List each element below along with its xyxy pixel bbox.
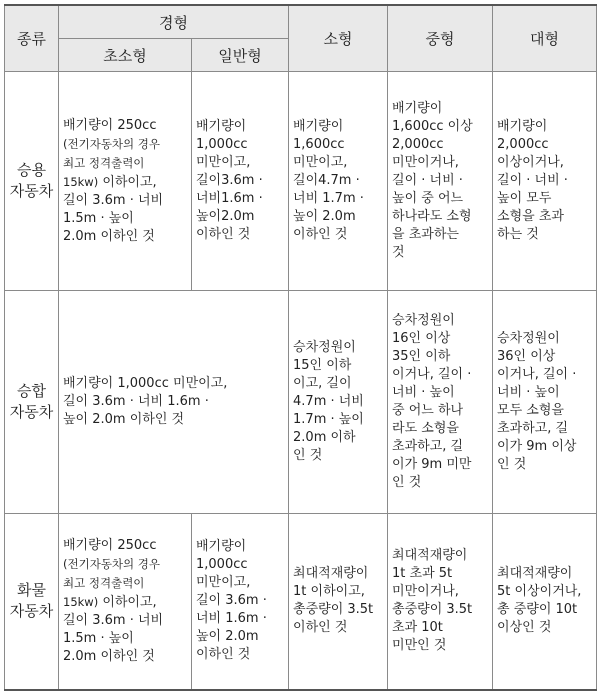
header-light: 경형 — [59, 5, 289, 39]
cell-passenger-general — [192, 72, 289, 291]
cell-text: 배기량이 1,000cc 미만이고, 길이 3.6m · 너비 1.6m · 높이 2.0m 이하인 것 — [63, 376, 228, 427]
cell-passenger-ultra-small — [59, 72, 192, 291]
row-label-passenger: 승용 자동차 — [5, 72, 59, 291]
cell-truck-large — [493, 514, 597, 690]
cell-text: 배기량이 1,600cc 이상 2,000cc 미만이거나, 길이 · 너비 · 높이 중 어느 하나라도 소형 을 초과하는 것 — [392, 101, 473, 260]
cell-passenger-medium — [388, 72, 493, 291]
cell-text: 최대적재량이 1t 초과 5t 미만이거나, 총중량이 3.5t 초과 10t 미만인 것 — [392, 548, 473, 654]
cell-text: 이하이고, 길이 3.6m · 너비 1.5m · 높이 2.0m 이하인 것 — [63, 174, 164, 244]
header-ultra-small: 초소형 — [59, 39, 192, 72]
cell-text: 배기량이 1,000cc 미만이고, 길이3.6m · 너비1.6m · 높이2.0m 이하인 것 — [196, 119, 263, 242]
cell-text: 배기량이 250cc — [63, 537, 157, 553]
header-kind: 종류 — [5, 5, 59, 72]
cell-text: 배기량이 2,000cc 이상이거나, 길이 · 너비 · 높이 모두 소형을 초과 하는 것 — [497, 119, 568, 242]
cell-text: 승차정원이 36인 이상 이거나, 길이 · 너비 · 높이 모두 소형을 초과하고, 길 이가 9m 이상 인 것 — [497, 331, 577, 472]
cell-text: 배기량이 250cc — [63, 117, 157, 133]
cell-text: 최대적재량이 5t 이상이거나, 총 중량이 10t 이상인 것 — [497, 566, 582, 636]
cell-text: 최대적재량이 1t 이하이고, 총중량이 3.5t 이하인 것 — [293, 566, 374, 636]
cell-text: 배기량이 1,600cc 미만이고, 길이4.7m · 너비 1.7m · 높이 2.0m 이하인 것 — [293, 119, 364, 242]
cell-van-medium — [388, 291, 493, 514]
table-row-van — [5, 291, 597, 514]
header-general: 일반형 — [192, 39, 289, 72]
cell-text: 이하이고, 길이 3.6m · 너비 1.5m · 높이 2.0m 이하인 것 — [63, 594, 164, 664]
header-row-1 — [5, 5, 597, 39]
cell-passenger-large — [493, 72, 597, 291]
cell-truck-general — [192, 514, 289, 690]
header-small: 소형 — [289, 5, 388, 72]
table-row-truck — [5, 514, 597, 690]
cell-van-light — [59, 291, 289, 514]
cell-text: 승차정원이 15인 이하 이고, 길이 4.7m · 너비 1.7m · 높이 2.0m 이하 인 것 — [293, 340, 364, 463]
header-medium: 중형 — [388, 5, 493, 72]
cell-truck-medium — [388, 514, 493, 690]
row-label-van: 승합 자동차 — [5, 291, 59, 514]
cell-text: 배기량이 1,000cc 미만이고, 길이 3.6m · 너비 1.6m · 높이 2.0m 이하인 것 — [196, 539, 267, 663]
header-large: 대형 — [493, 5, 597, 72]
cell-truck-small — [289, 514, 388, 690]
cell-text: 승차정원이 16인 이상 35인 이하 이거나, 길이 · 너비 · 높이 중 어느 하나 라도 소형을 초과하고, 길 이가 9m 미만 인 것 — [392, 313, 472, 490]
cell-note: (전기자동차의 경우 최고 정격출력이 15kw) — [63, 136, 161, 189]
table-row-passenger — [5, 72, 597, 291]
cell-passenger-small — [289, 72, 388, 291]
cell-van-small — [289, 291, 388, 514]
cell-van-large — [493, 291, 597, 514]
vehicle-classification-table — [4, 4, 597, 691]
row-label-truck: 화물 자동차 — [5, 514, 59, 690]
cell-note: (전기자동차의 경우 최고 정격출력이 15kw) — [63, 556, 161, 609]
cell-truck-ultra-small — [59, 514, 192, 690]
